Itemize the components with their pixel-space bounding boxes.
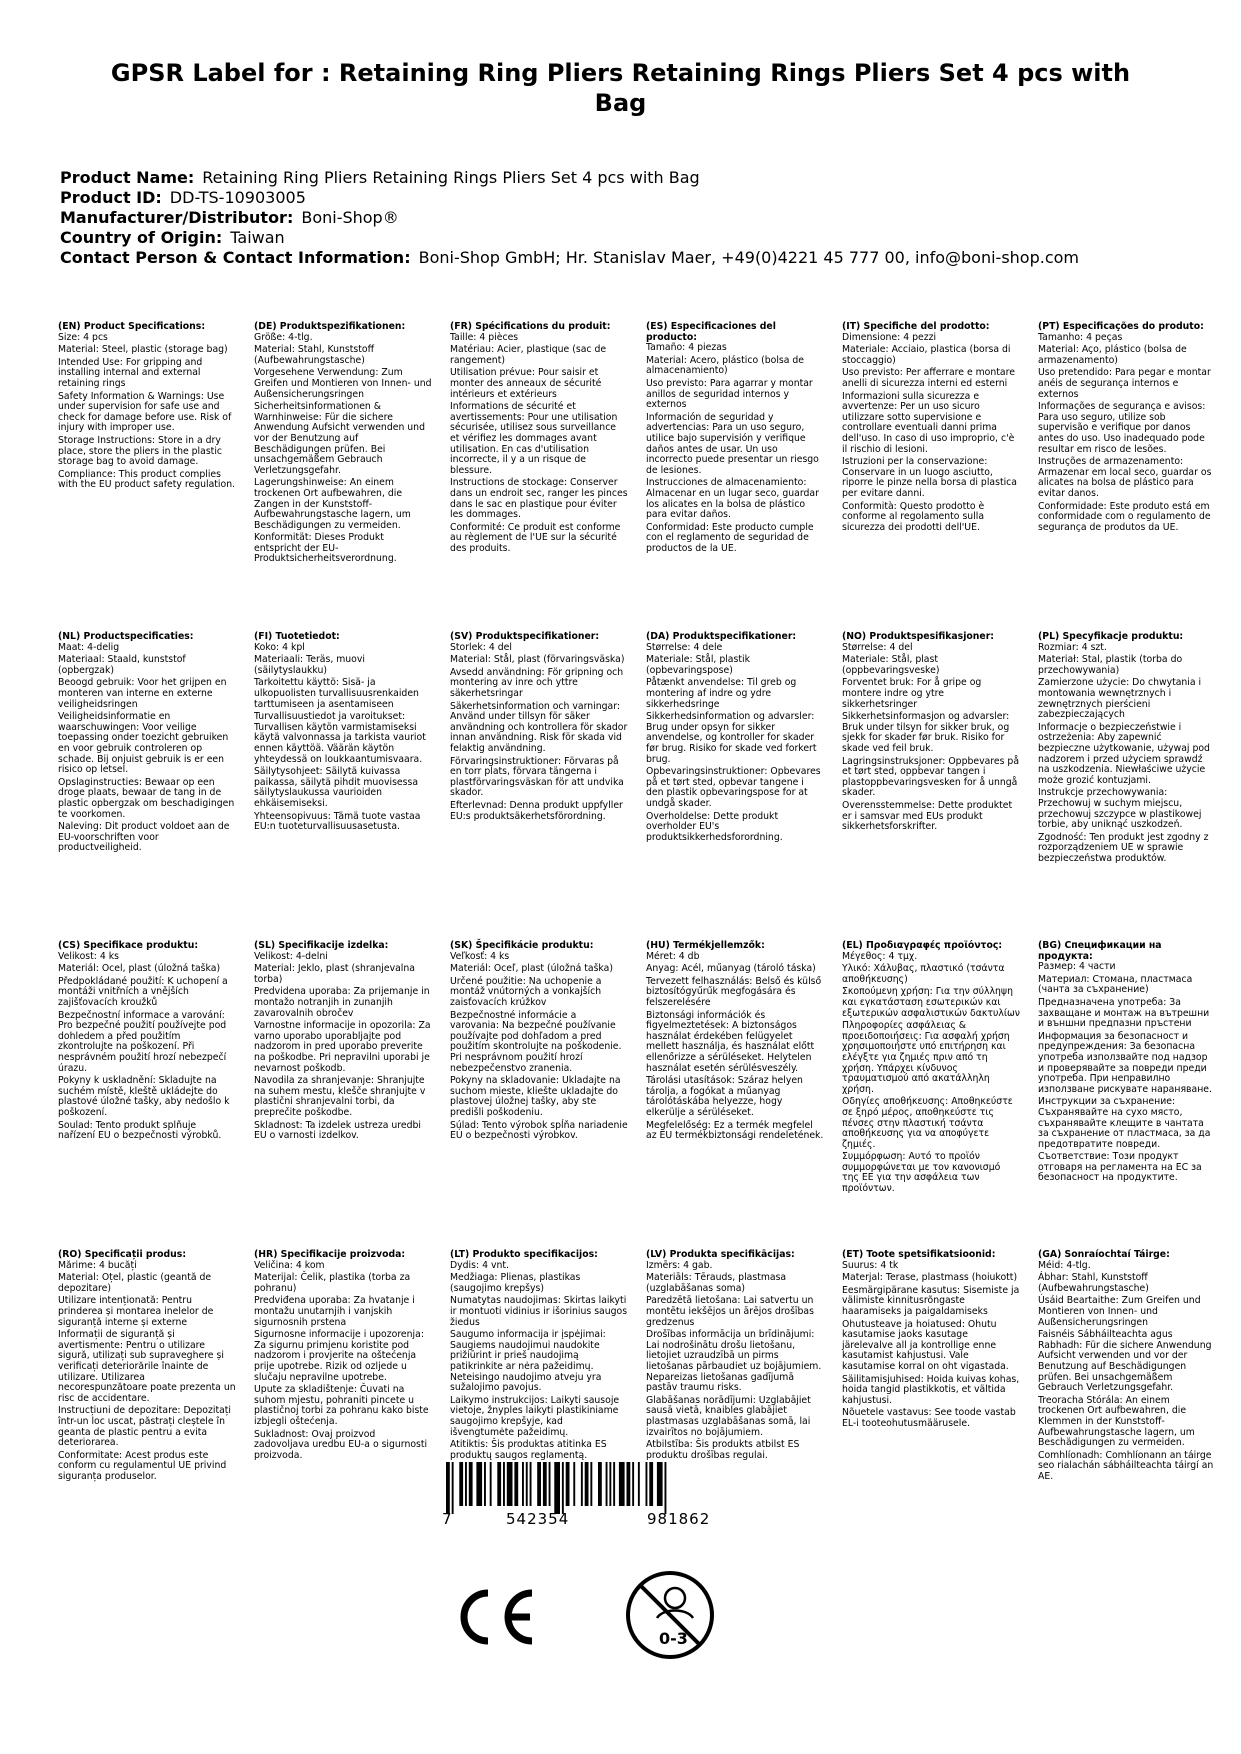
language-paragraph: Bezpečnostné informácie a varovania: Na bezpečné používanie používajte pod dohľadom a pred použitím skontrolujte na poškodenie. Pri nesprávnom použití hrozí nebezpečenstvo zranenia. [450, 1009, 622, 1074]
language-heading: (LT) Produkto specifikacijos: [450, 1249, 598, 1260]
barcode-bar [522, 1462, 524, 1506]
language-paragraph: Veiligheidsinformatie en waarschuwingen: Voor veilige toepassing onder toezicht gebruiken en voor gebruik controleren op schade. Bij onjuist gebruik is er een risico op letsel. [58, 711, 229, 776]
language-heading: (HR) Specifikacije proizvoda: [254, 1249, 406, 1260]
language-paragraph: Conformità: Questo prodotto è conforme al regolamento sulla sicurezza dei prodotti dell'UE. [842, 500, 985, 533]
language-paragraph: Lagerungshinweise: An einem trockenen Ort aufbewahren, die Zangen in der Kunststoff-Aufbewahrungstasche lagern, um Beschädigungen zu vermeiden. [254, 477, 411, 531]
language-paragraph: Materiale: Acciaio, plastica (borsa di stoccaggio) [842, 344, 1011, 366]
language-block [58, 322, 236, 493]
language-paragraph: Suurus: 4 tk [842, 1259, 899, 1271]
language-paragraph: Lagringsinstruksjoner: Oppbevares på et tørt sted, oppbevar tangen i plastoppbevaringsvesken for å unngå skader. [842, 755, 1020, 799]
language-paragraph: Informazioni sulla sicurezza e avvertenze: Per un uso sicuro utilizzare sotto supervisione e controllare eventuali danni prima dell'uso. In caso di uso improprio, c'è il rischio di lesioni. [842, 390, 1015, 455]
language-paragraph: Material: Acero, plástico (bolsa de almacenamiento) [646, 354, 805, 377]
language-paragraph: Předpokládané použití: K uchopení a montáži vnitřních a vnějších zajišťovacích kroužků [58, 975, 228, 1008]
age-label: 0-3 [659, 1629, 688, 1648]
language-paragraph: Υλικό: Χάλυβας, πλαστικό (τσάντα αποθήκευσης) [842, 963, 1005, 985]
info-label: Product ID: [60, 188, 162, 207]
product-info [60, 168, 1079, 268]
barcode-bar [646, 1462, 648, 1506]
language-paragraph: Størrelse: 4 del [842, 641, 913, 653]
barcode-bar [537, 1462, 541, 1506]
language-paragraph: Información de seguridad y advertencias: Para un uso seguro, utilice bajo supervisión y verifique daños antes de usar. Un uso incorrecto puede presentar un riesgo de lesiones. [646, 411, 819, 476]
language-paragraph: Размер: 4 части [1038, 961, 1116, 973]
language-paragraph: Предназначена употреба: За захващане и монтаж на вътрешни и външни предпазни пръстени [1038, 996, 1210, 1030]
language-block [842, 322, 1020, 535]
language-paragraph: Materjal: Terase, plastmass (hoiukott) [842, 1272, 1018, 1284]
barcode-bar [497, 1462, 501, 1506]
barcode-bar [562, 1462, 564, 1514]
language-paragraph: Efterlevnad: Denna produkt uppfyller EU:s produktsäkerhetsförordning. [450, 799, 623, 822]
language-paragraph: Opslaginstructies: Bewaar op een droge plaats, bewaar de tang in de plastic opbergzak om beschadigingen te voorkomen. [58, 776, 235, 820]
language-heading: (SL) Specifikacije izdelka: [254, 940, 389, 951]
language-paragraph: Velikost: 4-delni [254, 950, 328, 962]
language-paragraph: Material: Steel, plastic (storage bag) [58, 344, 228, 356]
language-paragraph: Material: Aço, plástico (bolsa de armazenamento) [1038, 344, 1187, 366]
language-paragraph: Conformité: Ce produit est conforme au règlement de l'UE sur la sécurité des produits. [450, 521, 621, 554]
language-heading: (BG) Спецификации на продукта: [1038, 940, 1162, 962]
language-paragraph: Úsáid Beartaithe: Zum Greifen und Montieren von Innen- und Außensicherungsringen [1038, 1295, 1201, 1328]
language-paragraph: Storage Instructions: Store in a dry place, store the pliers in the plastic storage bag to avoid damage. [58, 434, 223, 468]
barcode-bar [609, 1462, 611, 1506]
language-paragraph: Σκοπούμενη χρήση: Για την σύλληψη και εγκατάσταση εσωτερικών και εξωτερικών ασφαλιστικών δακτυλίων [842, 986, 1020, 1019]
language-block [254, 322, 432, 567]
language-paragraph: Pokyny na skladovanie: Ukladajte na suchom mieste, kliešte ukladajte do plastovej úložnej tašky, aby ste predišli poškodeniu. [450, 1075, 621, 1118]
language-paragraph: Instructions de stockage: Conserver dans un endroit sec, ranger les pinces dans le sac en plastique pour éviter les dommages. [450, 477, 628, 521]
language-paragraph: Materiál: Oceľ, plast (úložná taška) [450, 963, 613, 975]
language-paragraph: Forventet bruk: For å gripe og montere indre og ytre sikkerhetsringer [842, 677, 982, 710]
language-paragraph: Megfelelőség: Ez a termék megfelel az EU termékbiztonsági rendeletének. [646, 1119, 824, 1142]
language-paragraph: Size: 4 pcs [58, 331, 108, 343]
language-paragraph: Dimensione: 4 pezzi [842, 331, 937, 343]
barcode-bar [619, 1462, 625, 1506]
language-paragraph: Информация за безопасност и предупреждения: За безопасна употреба използвайте под надзор и проверявайте за повреди преди употреба. При неправилно използване рискувате нараняване. [1038, 1030, 1212, 1095]
language-paragraph: Förvaringsinstruktioner: Förvaras på en torr plats, förvara tängerna i plastförvaringsväskan för att undvika skador. [450, 755, 624, 799]
language-paragraph: Materiał: Stal, plastik (torba do przechowywania) [1038, 654, 1183, 676]
language-paragraph: Biztonsági információk és figyelmeztetések: A biztonságos használat érdekében felügyelet mellett használja, és használat előtt ellenőrizze a sérüléseket. Helytelen használat esetén sérülésveszély. [646, 1009, 815, 1074]
language-paragraph: Predviđena uporaba: Za hvatanje i montažu unutarnjih i vanjskih sigurnosnih prstena [254, 1295, 415, 1328]
language-paragraph: Instrucciones de almacenamiento: Almacenar en un lugar seco, guardar los alicates en la bolsa de plástico para evitar daños. [646, 477, 819, 521]
language-paragraph: Tárolási utasítások: Száraz helyen tárolja, a fogókat a műanyag tárolótáskába helyezze, hogy elkerülje a sérüléseket. [646, 1075, 803, 1118]
language-heading: (HU) Termékjellemzők: [646, 940, 765, 951]
language-paragraph: Bezpečnostní informace a varování: Pro bezpečné použití používejte pod dohledem a před použitím zkontrolujte na poškození. Při nesprávném použití hrozí nebezpečí úrazu. [58, 1009, 227, 1074]
language-paragraph: Инструкции за съхранение: Съхранявайте на сухо място, съхранявайте клещите в чантата за съхранение от пластмаса, за да предотвратите повреди. [1038, 1096, 1211, 1150]
language-block [450, 632, 628, 824]
language-paragraph: Velikost: 4 ks [58, 950, 119, 962]
language-paragraph: Zgodność: Ten produkt jest zgodny z rozporządzeniem UE w sprawie bezpieczeństwa produktów. [1038, 831, 1209, 864]
barcode-bar [657, 1462, 663, 1506]
language-paragraph: Uso previsto: Para agarrar y montar anillos de seguridad internos y externos [646, 377, 813, 411]
language-paragraph: Koko: 4 kpl [254, 641, 305, 653]
barcode-bar [598, 1462, 602, 1506]
language-paragraph: Taille: 4 pièces [450, 331, 519, 343]
language-paragraph: Uso previsto: Per afferrare e montare anelli di sicurezza interni ed esterni [842, 367, 1015, 389]
language-heading: (EN) Product Specifications: [58, 321, 206, 332]
language-paragraph: Veličina: 4 kom [254, 1259, 325, 1271]
language-paragraph: Maat: 4-delig [58, 641, 120, 653]
barcode-bar [459, 1462, 463, 1506]
contact-row [60, 248, 1079, 268]
language-paragraph: Tarkoitettu käyttö: Sisä- ja ulkopuolisten turvallisuusrenkaiden tarttumiseen ja asentamiseen [254, 677, 419, 710]
barcode-bar [503, 1462, 505, 1506]
language-paragraph: Säilitamisjuhised: Hoida kuivas kohas, hoida tangid plastikkotis, et vältida kahjustusi. [842, 1373, 1020, 1406]
product-id-row [60, 188, 1079, 208]
language-heading: (FR) Spécifications du produit: [450, 321, 611, 332]
language-heading: (SV) Produktspecifikationer: [450, 631, 600, 642]
language-heading: (DE) Produktspezifikationen: [254, 321, 406, 332]
language-paragraph: Veľkosť: 4 ks [450, 950, 510, 962]
language-block [58, 941, 236, 1144]
barcode-bar [476, 1462, 482, 1506]
language-paragraph: Materiale: Stål, plast (oppbevaringsveske) [842, 654, 940, 676]
language-paragraph: Méret: 4 db [646, 950, 700, 962]
info-label: Manufacturer/Distributor: [60, 208, 294, 227]
barcode-bar [530, 1462, 532, 1506]
language-heading: (FI) Tuotetiedot: [254, 631, 340, 642]
language-block [646, 322, 824, 556]
language-paragraph: Materiaal: Staald, kunststof (opbergzak) [58, 654, 186, 676]
language-block [1038, 632, 1216, 866]
language-paragraph: Tamanho: 4 peças [1038, 331, 1123, 343]
barcode-bar [573, 1462, 575, 1506]
language-paragraph: Συμμόρφωση: Αυτό το προϊόν συμμορφώνεται με τον κανονισμό της ΕΕ για την ασφάλεια των προϊόντων. [842, 1151, 1001, 1195]
barcode-bar [606, 1462, 608, 1506]
language-paragraph: Intended Use: For gripping and installing internal and external retaining rings [58, 356, 203, 389]
language-heading: (IT) Specifiche del prodotto: [842, 321, 990, 332]
barcode-bar [632, 1462, 634, 1506]
language-block [254, 1250, 432, 1463]
language-paragraph: Eesmärgipärane kasutus: Sisemiste ja välimiste kinnitusrõngaste haaramiseks ja paigaldamiseks [842, 1284, 1020, 1317]
language-paragraph: Atitiktis: Šis produktas atitinka ES produktų saugos reglamentą. [450, 1439, 607, 1461]
language-paragraph: Treoracha Stórála: An einem trockenen Ort aufbewahren, die Klemmen in der Kunststoff-Aufbewahrungstasche lagern, um Beschädigungen zu vermeiden. [1038, 1394, 1195, 1449]
language-block [254, 632, 432, 835]
language-paragraph: Méid: 4-tlg. [1038, 1259, 1091, 1271]
language-paragraph: Størrelse: 4 dele [646, 641, 723, 653]
country-row [60, 228, 1079, 248]
barcode-bar [627, 1462, 631, 1506]
language-paragraph: Material: Jeklo, plast (shranjevalna torba) [254, 963, 415, 985]
language-paragraph: Rozmiar: 4 szt. [1038, 641, 1107, 653]
language-paragraph: Soulad: Tento produkt splňuje nařízení EU o bezpečnosti výrobků. [58, 1119, 222, 1142]
barcode-digits-right: 981862 [647, 1510, 711, 1528]
language-heading: (SK) Špecifikácie produktu: [450, 940, 594, 951]
language-paragraph: Beoogd gebruik: Voor het grijpen en monteren van interne en externe veiligheidsringen [58, 677, 227, 710]
barcode-bar [514, 1462, 518, 1506]
language-paragraph: Laikymo instrukcijos: Laikyti sausoje vietoje, žnyples laikyti plastikiniame saugojimo krepšyje, kad išvengtumėte pažeidimų. [450, 1394, 620, 1438]
language-heading: (EL) Προδιαγραφές προϊόντος: [842, 940, 1003, 951]
language-paragraph: Informații de siguranță și avertismente: Pentru o utilizare sigură, utilizați sub supraveghere și verificați deteriorările înainte de utilizare. Utilizarea necorespunzătoare poate prezenta un risc de accidentare. [58, 1329, 236, 1404]
info-value: Boni-Shop GmbH; Hr. Stanislav Maer, +49(0)4221 45 777 00, info@boni-shop.com [418, 248, 1079, 267]
barcode-bar [581, 1462, 583, 1506]
barcode-bar [585, 1462, 589, 1506]
language-paragraph: Conformitate: Acest produs este conform cu regulamentul UE privind siguranța produselor. [58, 1449, 227, 1482]
language-paragraph: Съответствие: Този продукт отговаря на регламента на ЕС за безопасност на продуктите. [1038, 1151, 1202, 1184]
barcode-digit-first: 7 [442, 1510, 453, 1528]
language-heading: (DA) Produktspecifikationer: [646, 631, 797, 642]
language-paragraph: Glabāšanas norādījumi: Uzglabājiet sausā vietā, knaibles glabājiet plastmasas uzglabāšanas somā, lai izvairītos no bojājumiem. [646, 1394, 811, 1438]
language-paragraph: Utilisation prévue: Pour saisir et monter des anneaux de sécurité intérieurs et extérieurs [450, 367, 602, 400]
language-paragraph: Sicherheitsinformationen & Warnhinweise: Für die sichere Anwendung Aufsicht verwenden und vor der Benutzung auf Beschädigungen prüfen. Bei unsachgemäßem Gebrauch Verletzungsgefahr. [254, 401, 425, 476]
language-paragraph: Säkerhetsinformation och varningar: Använd under tillsyn för säker användning och kontrollera för skador innan användning. Risk för skada vid felaktig användning. [450, 700, 628, 754]
language-paragraph: Storlek: 4 del [450, 641, 512, 653]
language-block [254, 941, 432, 1144]
language-paragraph: Instrucțiuni de depozitare: Depozitați într-un loc uscat, păstrați cleștele în geanta de plastic pentru a evita deteriorarea. [58, 1405, 232, 1449]
barcode-bar [469, 1462, 473, 1506]
language-paragraph: Materiál: Ocel, plast (úložná taška) [58, 963, 221, 975]
language-paragraph: Материал: Стомана, пластмаса (чанта за съхранение) [1038, 973, 1193, 996]
barcode-bar [665, 1462, 667, 1514]
language-heading: (LV) Produkta specifikācijas: [646, 1249, 795, 1260]
language-heading: (RO) Specificații produs: [58, 1249, 187, 1260]
language-block [842, 1250, 1020, 1432]
language-paragraph: Matériau: Acier, plastique (sac de rangement) [450, 344, 607, 366]
language-paragraph: Upute za skladištenje: Čuvati na suhom mjestu, pohraniti pincete u plastičnoj torbi za pohranu kako biste izbjegli oštećenja. [254, 1384, 429, 1427]
page-title: GPSR Label for : Retaining Ring Pliers Retaining Rings Pliers Set 4 pcs with Bag [110, 59, 1131, 117]
language-paragraph: Yhteensopivuus: Tämä tuote vastaa EU:n tuoteturvallisuusasetusta. [254, 810, 421, 833]
language-paragraph: Sigurnosne informacije i upozorenja: Za sigurnu primjenu koristite pod nadzorom i provjerite na oštećenja prije upotrebe. Rizik od ozljede u slučaju nepravilne upotrebe. [254, 1329, 424, 1383]
language-block [450, 1250, 628, 1463]
language-block [1038, 322, 1216, 535]
barcode-bar [507, 1462, 513, 1506]
language-paragraph: Numatytas naudojimas: Skirtas laikyti ir montuoti vidinius ir išorinius saugos žiedus [450, 1295, 628, 1328]
barcode-bar [452, 1462, 454, 1514]
language-paragraph: Compliance: This product complies with the EU product safety regulation. [58, 468, 236, 491]
language-block [646, 941, 824, 1144]
manufacturer-row [60, 208, 1079, 228]
language-paragraph: Saugumo informacija ir įspėjimai: Saugiems naudojimui naudokite prižiūrint ir prieš naudojimą patikrinkite ar nėra pažeidimų. Neteisingo naudojimo atveju yra sužalojimo pavojus. [450, 1329, 606, 1394]
language-paragraph: Conformidade: Este produto está em conformidade com o regulamento de segurança de produtos da UE. [1038, 500, 1211, 533]
barcode-bar [526, 1462, 528, 1506]
barcode-bar [613, 1462, 615, 1506]
language-heading: (NL) Productspecificaties: [58, 631, 194, 642]
language-paragraph: Varnostne informacije in opozorila: Za varno uporabo uporabljajte pod nadzorom in pred uporabo preverite na poškodbe. Pri nepravilni uporabi je nevarnost poškodb. [254, 1020, 431, 1074]
product-name-row [60, 168, 1079, 188]
barcode-bar [554, 1462, 560, 1514]
language-paragraph: Opbevaringsinstruktioner: Opbevares på et tørt sted, opbevar tangene i den plastik opbevaringspose for at undgå skader. [646, 766, 821, 809]
language-paragraph: Tervezett felhasználás: Belső és külső biztosítógyűrűk megfogására és felszerelésére [646, 975, 822, 1008]
language-paragraph: Faisnéis Sábháilteachta agus Rabhadh: Für die sichere Anwendung Aufsicht verwenden und vor der Benutzung auf Beschädigungen prüfen. Bei unsachgemäßem Gebrauch Verletzungsgefahr. [1038, 1329, 1212, 1394]
language-paragraph: Ohutusteave ja hoiatused: Ohutu kasutamise jaoks kasutage järelevalve all ja kontrollige enne kasutamist kahjustusi. Vale kasutamise korral on oht vigastada. [842, 1318, 1009, 1372]
barcode-bar [649, 1462, 653, 1506]
barcode-bar [549, 1462, 551, 1506]
language-heading: (ES) Especificaciones del producto: [646, 321, 776, 343]
info-value: Taiwan [230, 228, 285, 247]
info-value: Retaining Ring Pliers Retaining Rings Pliers Set 4 pcs with Bag [202, 168, 700, 187]
language-paragraph: Mărime: 4 bucăți [58, 1259, 137, 1271]
language-paragraph: Materiāls: Tērauds, plastmasa (uzglabāšanas soma) [646, 1272, 787, 1294]
info-label: Product Name: [60, 168, 195, 187]
language-paragraph: Skladnost: Ta izdelek ustreza uredbi EU o varnosti izdelkov. [254, 1119, 422, 1142]
language-heading: (CS) Specifikace produktu: [58, 940, 199, 951]
language-paragraph: Určené použitie: Na uchopenie a montáž vnútorných a vonkajších zaisťovacích krúžkov [450, 975, 602, 1008]
language-block [1038, 1250, 1216, 1484]
language-paragraph: Informações de segurança e avisos: Para uso seguro, utilize sob supervisão e verifique por danos antes do uso. Uso inadequado pode resultar em risco de lesões. [1038, 401, 1206, 455]
language-paragraph: Medžiaga: Plienas, plastikas (saugojimo krepšys) [450, 1272, 581, 1294]
language-paragraph: Größe: 4-tlg. [254, 331, 313, 343]
ce-mark-icon [452, 1587, 538, 1647]
language-paragraph: Informacje o bezpieczeństwie i ostrzeżenia: Aby zapewnić bezpieczne użytkowanie, używaj pod nadzorem i przed użyciem sprawdź na uszkodzenia. Niewłaściwe użycie może grozić kontuzjami. [1038, 721, 1210, 786]
info-value: Boni-Shop® [301, 208, 399, 227]
barcode-bar [446, 1462, 450, 1514]
language-paragraph: Istruzioni per la conservazione: Conservare in un luogo asciutto, riporre le pinze nella borsa di plastica per evitare danni. [842, 456, 1017, 499]
language-paragraph: Overholdelse: Dette produkt overholder EU's produktsikkerhedsforordning. [646, 810, 783, 843]
info-value: DD-TS-10903005 [169, 188, 306, 207]
language-paragraph: Sikkerhetsinformasjon og advarsler: Bruk under tilsyn for sikker bruk, og sjekk for skader før bruk. Risiko for skade ved feil bruk. [842, 711, 1010, 754]
language-paragraph: Overensstemmelse: Dette produktet er i samsvar med EUs produkt sikkerhetsforskrifter. [842, 799, 1013, 833]
language-paragraph: Súlad: Tento výrobok spĺňa nariadenie EÚ o bezpečnosti výrobkov. [450, 1119, 628, 1142]
ean-barcode [438, 1462, 738, 1514]
language-block [646, 1250, 824, 1463]
language-paragraph: Utilizare intenționată: Pentru prinderea și montarea inelelor de siguranță interne și externe [58, 1295, 214, 1328]
language-paragraph: Materijal: Čelik, plastika (torba za pohranu) [254, 1272, 411, 1294]
barcode-bar [566, 1462, 570, 1506]
barcode-bar [490, 1462, 492, 1506]
language-paragraph: Οδηγίες αποθήκευσης: Αποθηκεύστε σε ξηρό μέρος, αποθηκεύστε τις πένσες στην πλαστική τσάντα αποθήκευσης για να αποφύγετε ζημιές. [842, 1096, 1013, 1150]
language-paragraph: Avsedd användning: För gripning och montering av inre och yttre säkerhetsringar [450, 666, 624, 699]
language-paragraph: Paredzētā lietošana: Lai satvertu un montētu iekšējos un ārējos drošības gredzenus [646, 1295, 814, 1328]
language-heading: (NO) Produktspesifikasjoner: [842, 631, 995, 642]
language-paragraph: Anyag: Acél, műanyag (tároló táska) [646, 963, 816, 975]
language-paragraph: Sikkerhedsinformation og advarsler: Brug under opsyn for sikker anvendelse, og kontroller for skader før brug. Risiko for skade ved forkert brug. [646, 711, 817, 765]
info-label: Contact Person & Contact Information: [60, 248, 411, 267]
barcode-digits-left: 542354 [506, 1510, 570, 1528]
language-paragraph: Materiaali: Teräs, muovi (säilytyslaukku) [254, 654, 365, 676]
language-paragraph: Zamierzone użycie: Do chwytania i montowania wewnętrznych i zewnętrznych pierścieni zabezpieczających [1038, 677, 1202, 721]
language-heading: (PT) Especificações do produto: [1038, 321, 1204, 332]
language-paragraph: Material: Oțel, plastic (geantă de depozitare) [58, 1272, 212, 1294]
barcode-bar [465, 1462, 467, 1506]
language-block [1038, 941, 1216, 1186]
language-paragraph: Instruções de armazenamento: Armazenar em local seco, guardar os alicates na bolsa de plástico para evitar danos. [1038, 456, 1212, 499]
language-paragraph: Naleving: Dit product voldoet aan de EU-voorschriften voor productveiligheid. [58, 821, 230, 854]
language-paragraph: Comhlíonadh: Comhlíonann an táirge seo rialachán sábháilteachta táirgí an AE. [1038, 1449, 1214, 1482]
language-block [450, 941, 628, 1144]
language-block [58, 632, 236, 856]
language-paragraph: Drošības informācija un brīdinājumi: Lai nodrošinātu drošu lietošanu, lietojiet uzraudzībā un pirms lietošanas pārbaudiet uz bojājumiem. Nepareizas lietošanas gadījumā pastāv traumu risks. [646, 1329, 822, 1394]
language-paragraph: Sukladnost: Ovaj proizvod zadovoljava uredbu EU-a o sigurnosti proizvoda. [254, 1428, 428, 1461]
language-block [450, 322, 628, 556]
language-paragraph: Ábhar: Stahl, Kunststoff (Aufbewahrungstasche) [1038, 1272, 1149, 1294]
language-paragraph: Dydis: 4 vnt. [450, 1259, 509, 1271]
language-paragraph: Instrukcje przechowywania: Przechowuj w suchym miejscu, przechowuj szczypce w plastikowej torbie, aby uniknąć uszkodzeń. [1038, 787, 1202, 831]
language-block [646, 632, 824, 845]
language-paragraph: Uso pretendido: Para pegar e montar anéis de segurança internos e externos [1038, 367, 1211, 400]
language-paragraph: Safety Information & Warnings: Use under supervision for safe use and check for damage before use. Risk of injury with improper use. [58, 390, 232, 434]
language-block [842, 632, 1020, 835]
language-paragraph: Μέγεθος: 4 τμχ. [842, 950, 918, 962]
language-heading: (GA) Sonraíochtaí Táirge: [1038, 1249, 1170, 1260]
language-paragraph: Tamaño: 4 piezas [646, 342, 727, 354]
language-paragraph: Πληροφορίες ασφάλειας & προειδοποιήσεις: Για ασφαλή χρήση χρησιμοποιήστε υπό επιτήρηση και ελέγξτε για ζημιές πριν από τη χρήση. Υπάρχει κίνδυνος τραυματισμού από ακατάλληλη χρήση. [842, 1020, 1010, 1095]
language-paragraph: Izmērs: 4 gab. [646, 1259, 713, 1271]
language-paragraph: Säilytysohjeet: Säilytä kuivassa paikassa, säilytä pihdit muovisessa säilytyslaukussa vaurioiden ehkäisemiseksi. [254, 766, 419, 809]
language-paragraph: Conformidad: Este producto cumple con el reglamento de seguridad de productos de la UE. [646, 521, 814, 554]
barcode-bar [543, 1462, 547, 1506]
language-heading: (PL) Specyfikacje produktu: [1038, 631, 1184, 642]
not-for-children-0-3-icon [623, 1568, 717, 1662]
info-label: Country of Origin: [60, 228, 223, 247]
language-paragraph: Materiale: Stål, plastik (opbevaringspose) [646, 654, 750, 676]
language-paragraph: Konformität: Dieses Produkt entspricht der EU-Produktsicherheitsverordnung. [254, 532, 397, 565]
barcode-bar [590, 1462, 592, 1506]
language-paragraph: Predvidena uporaba: Za prijemanje in montažo notranjih in zunanjih zavarovalnih obročev [254, 986, 430, 1019]
language-paragraph: Pokyny k uskladnění: Skladujte na suchém místě, kleště ukládejte do plastové úložné tašky, aby nedošlo k poškození. [58, 1075, 230, 1118]
language-paragraph: Atbilstība: Šis produkts atbilst ES produktu drošības regulai. [646, 1439, 800, 1461]
language-paragraph: Nõuetele vastavus: See toode vastab EL-i tooteohutusmäärusele. [842, 1407, 1016, 1429]
barcode-bar [638, 1462, 640, 1506]
language-block [58, 1250, 236, 1484]
language-paragraph: Material: Stål, plast (förvaringsväska) [450, 654, 625, 666]
language-paragraph: Material: Stahl, Kunststoff (Aufbewahrungstasche) [254, 344, 374, 366]
language-paragraph: Påtænkt anvendelse: Til greb og montering af indre og ydre sikkerhedsringe [646, 677, 797, 710]
barcode-bar [484, 1462, 486, 1506]
language-block [842, 941, 1020, 1197]
language-paragraph: Vorgesehene Verwendung: Zum Greifen und Montieren von Innen- und Außensicherungsringen [254, 367, 432, 400]
language-paragraph: Navodila za shranjevanje: Shranjujte na suhem mestu, klešče shranjujte v plastični shranjevalni torbi, da preprečite poškodbe. [254, 1075, 426, 1118]
language-heading: (ET) Toote spetsifikatsioonid: [842, 1249, 996, 1260]
language-paragraph: Turvallisuustiedot ja varoitukset: Turvallisen käytön varmistamiseksi käytä valvonnassa ja tarkista vauriot ennen käyttöä. Väärän käytön yhteydessä on loukkaantumisvaara. [254, 711, 426, 765]
language-paragraph: Informations de sécurité et avertissements: Pour une utilisation sécurisée, utilisez sous surveillance et vérifiez les dommages avant utilisation. En cas d'utilisation incorrecte, il y a un risque de blessure. [450, 401, 618, 476]
